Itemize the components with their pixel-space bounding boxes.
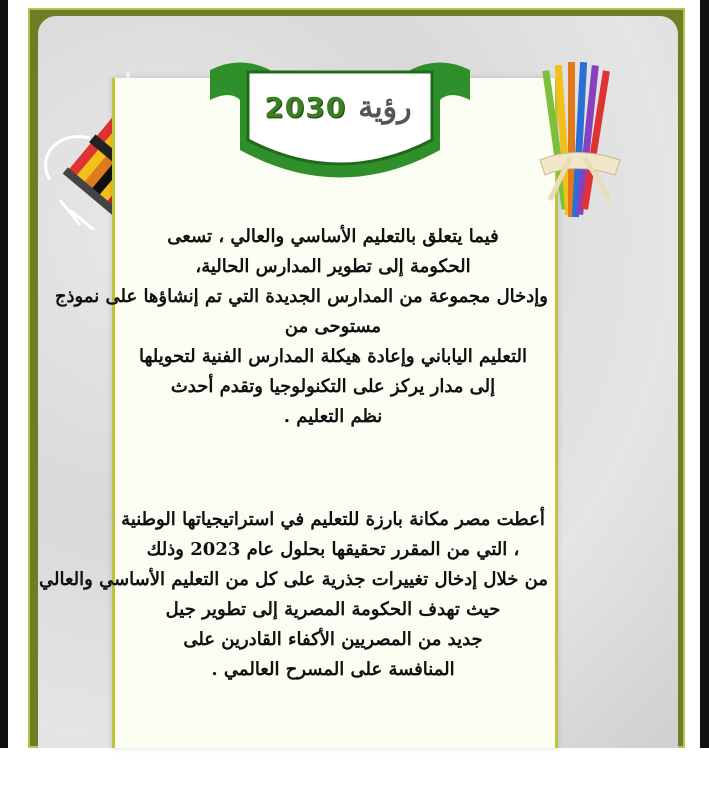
text-line: حيث تهدف الحكومة المصرية إلى تطوير جيل [165,599,501,620]
text-line: جديد من المصريين الأكفاء القادرين على [183,629,483,650]
text-line: المنافسة على المسرح العالمي . [211,659,455,680]
text-line: إلى مدار يركز على التكنولوجيا وتقدم أحدث [170,376,496,397]
colored-pencils-ribbon-icon [530,50,630,230]
text-line: مستوحى من [284,316,382,337]
text-line: فيما يتعلق بالتعليم الأساسي والعالي ، تسعى [167,226,499,247]
paragraph-education-plan [54,222,548,432]
text-line: وإدخال مجموعة من المدارس الجديدة التي تم إنشاؤها على نموذج [54,286,548,307]
title-year: 2030 [264,90,347,124]
vision-title [238,82,438,132]
text-line: من خلال إدخال تغييرات جذرية على كل من التعليم الأساسي والعالي [39,569,548,590]
left-edge-bar [0,0,8,748]
right-edge-bar [700,0,709,748]
text-line: أعطت مصر مكانة بارزة للتعليم في استراتيجياتها الوطنية [121,509,545,530]
text-line: نظم التعليم . [283,406,383,427]
text-line: الحكومة إلى تطوير المدارس الحالية، [195,256,471,277]
text-line: التعليم الياباني وإعادة هيكلة المدارس الفنية لتحويلها [138,346,527,367]
title-word: رؤية [358,89,412,125]
paragraph-national-strategy [39,505,548,685]
text-line: ، التي من المقرر تحقيقها بحلول عام 2023 وذلك [146,539,520,560]
